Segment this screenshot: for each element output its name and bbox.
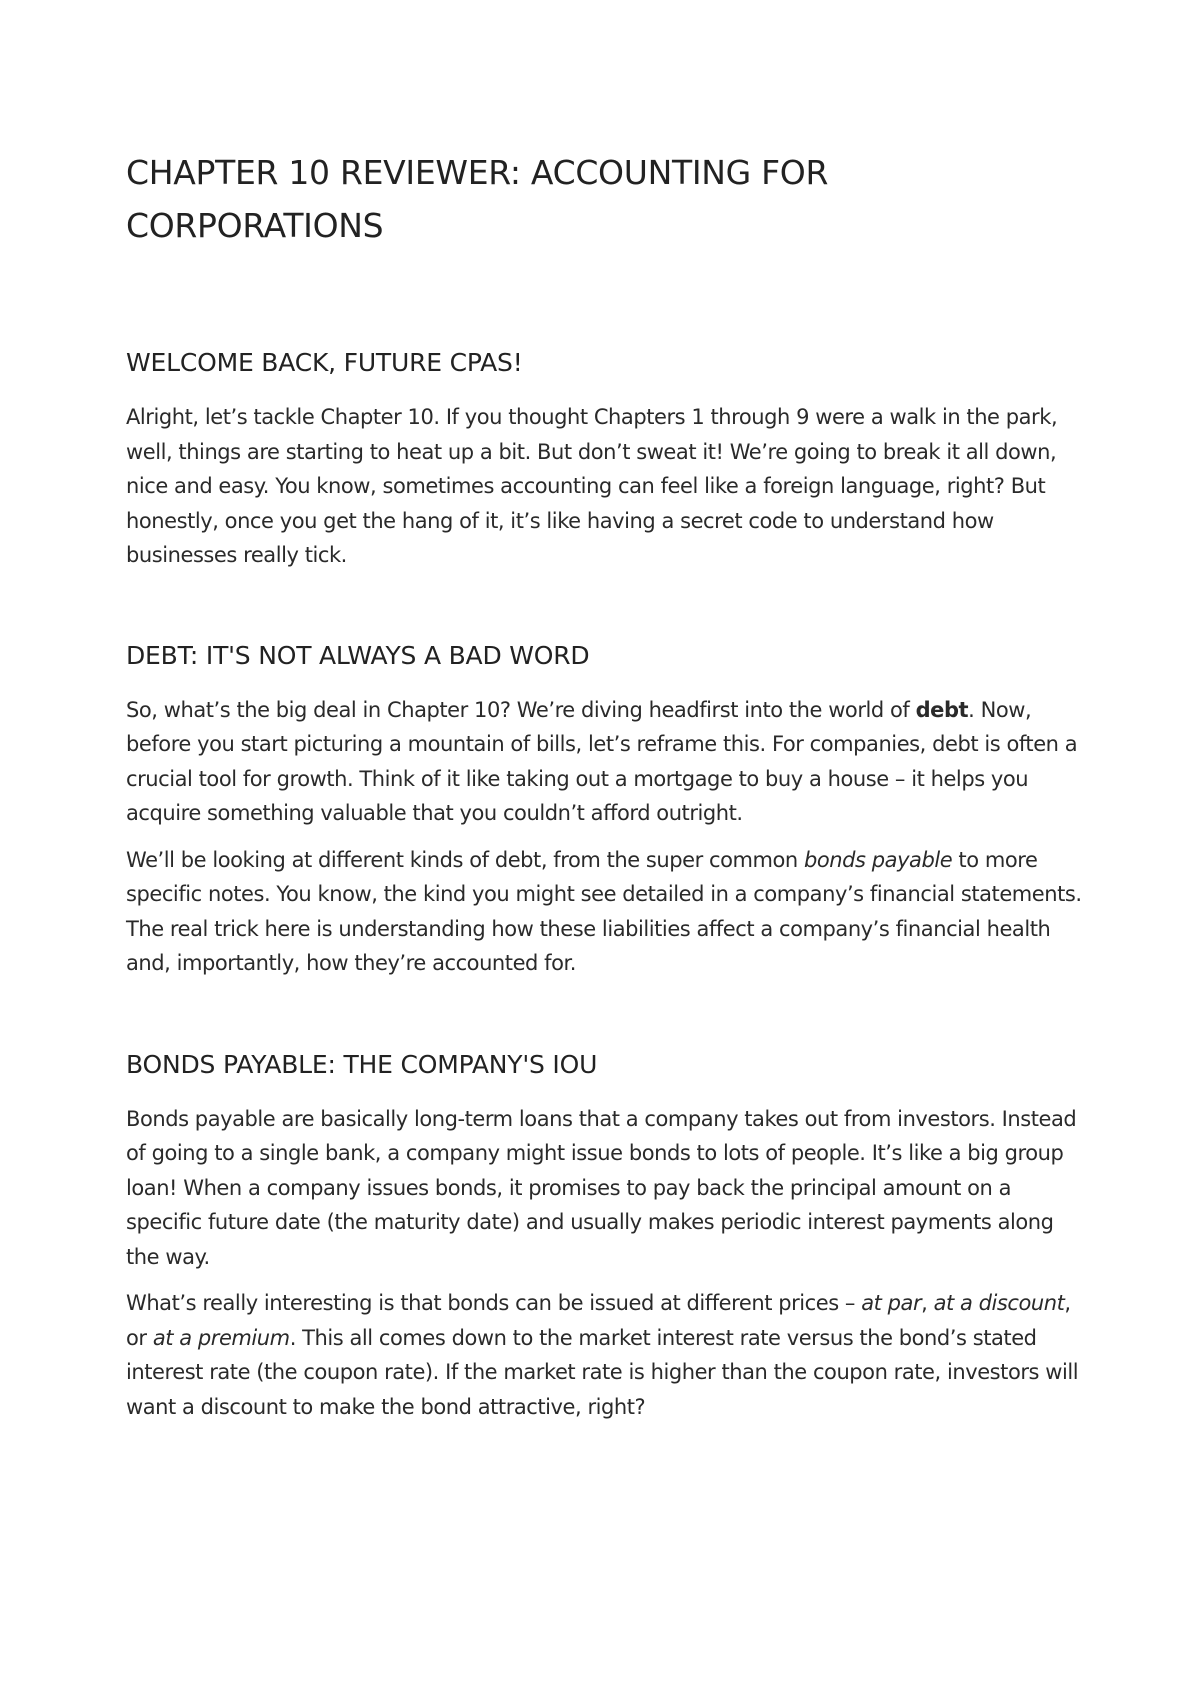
text-run: , or [126,1291,1071,1350]
document-title: CHAPTER 10 REVIEWER: ACCOUNTING FOR CORPORATIONS [126,153,829,245]
document-page [126,146,1086,1424]
paragraph-welcome: Alright, let’s tackle Chapter 10. If you thought Chapters 1 through 9 were a walk in the park, well, things are starting to heat up a bit. But don’t sweat it! We’re going to break it all down, nice and easy. You know, sometimes accounting can feel like a foreign language, right? But honestly, once you get the hang of it, it’s like having a secret code to understand how businesses really tick. [126,405,1058,567]
paragraph-debt-kinds [126,843,1086,981]
bold-term-debt: debt [915,697,969,722]
paragraph-bonds-pricing [126,1286,1086,1424]
paragraph-bonds-intro: Bonds payable are basically long-term loans that a company takes out from investors. Instead of going to a single bank, a company might issue bonds to lots of people. It’s like a big group loan! When a company issues bonds, it promises to pay back the principal amount on a specific future date (the maturity date) and usually makes periodic interest payments along the way. [126,1106,1077,1269]
text-run: We’ll be looking at different kinds of debt, from the super common [126,847,805,872]
text-run: to more specific notes. You know, the kind you might see detailed in a company’s financial statements. The real trick here is understanding how these liabilities affect a company’s financial health and, importantly, how they’re accounted for. [126,847,1082,975]
text-run: . This all comes down to the market interest rate versus the bond’s stated interest rate (the coupon rate). If the market rate is higher than the coupon rate, investors will want a discount to make the bond attractive, right? [126,1325,1079,1419]
section-heading-welcome: WELCOME BACK, FUTURE CPAS! [126,348,523,377]
italic-term-at-a-premium: at a premium [152,1325,290,1350]
text-run: So, what’s the big deal in Chapter 10? We’re diving headfirst into the world of [126,697,916,722]
text-run: , [921,1291,934,1315]
section-heading-bonds: BONDS PAYABLE: THE COMPANY'S IOU [126,1049,598,1079]
italic-term-at-par: at par [861,1291,922,1315]
section-heading-debt: DEBT: IT'S NOT ALWAYS A BAD WORD [126,640,590,670]
italic-term-bonds-payable: bonds payable [804,847,953,872]
text-run: What’s really interesting is that bonds can be issued at different prices – [126,1291,862,1315]
text-run: . Now, before you start picturing a mountain of bills, let’s reframe this. For companies, debt is often a crucial tool for growth. Think of it like taking out a mortgage to buy a house – it helps you acquire something valuable that you couldn’t afford outright. [126,697,1078,825]
italic-term-at-a-discount: at a discount [933,1291,1065,1315]
paragraph-debt-intro [126,693,1086,831]
